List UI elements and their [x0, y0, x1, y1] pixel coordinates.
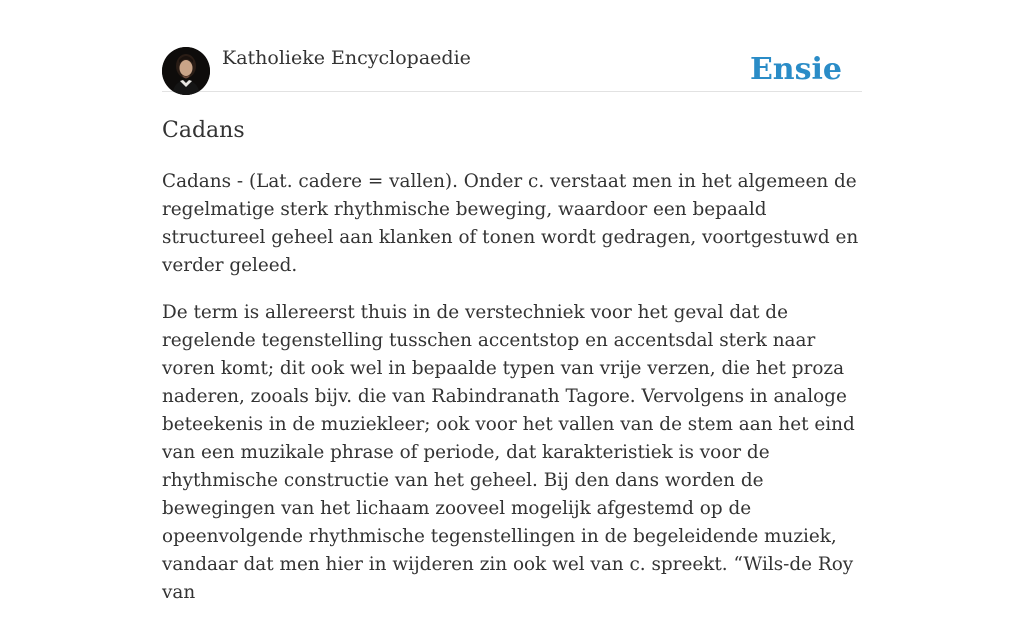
article-body [162, 168, 862, 626]
site-header [162, 0, 862, 92]
ensie-logo[interactable]: Ensie [749, 52, 842, 87]
page [162, 0, 862, 603]
article-paragraph: De term is allereerst thuis in de verstechniek voor het geval dat de regelende tegenstelling tusschen accentstop en accentsdal sterk naar voren komt; dit ook wel in bepaalde typen van vrije verzen, die het proza naderen, zooals bijv. die van Rabindranath Tagore. Vervolgens in analoge beteekenis in de muziekleer; ook voor het vallen van de stem aan het eind van een muzikale phrase of periode, dat karakteristiek is voor de rhythmische constructie van het geheel. Bij den dans worden de bewegingen van het lichaam zooveel mogelijk afgestemd op de opeenvolgende rhythmische tegenstellingen in de begeleidende muziek, vandaar dat men hier in wijderen zin ook wel van c. spreekt. “Wils-de Roy van [162, 302, 855, 603]
article-paragraph: Cadans - (Lat. cadere = vallen). Onder c. verstaat men in het algemeen de regelmatige sterk rhythmische beweging, waardoor een bepaald structureel geheel aan klanken of tonen wordt gedragen, voortgestuwd en verder geleed. [162, 171, 859, 276]
page-title: Cadans [162, 118, 245, 143]
portrait-avatar-icon[interactable] [162, 47, 210, 95]
site-name[interactable]: Katholieke Encyclopaedie [222, 47, 471, 69]
